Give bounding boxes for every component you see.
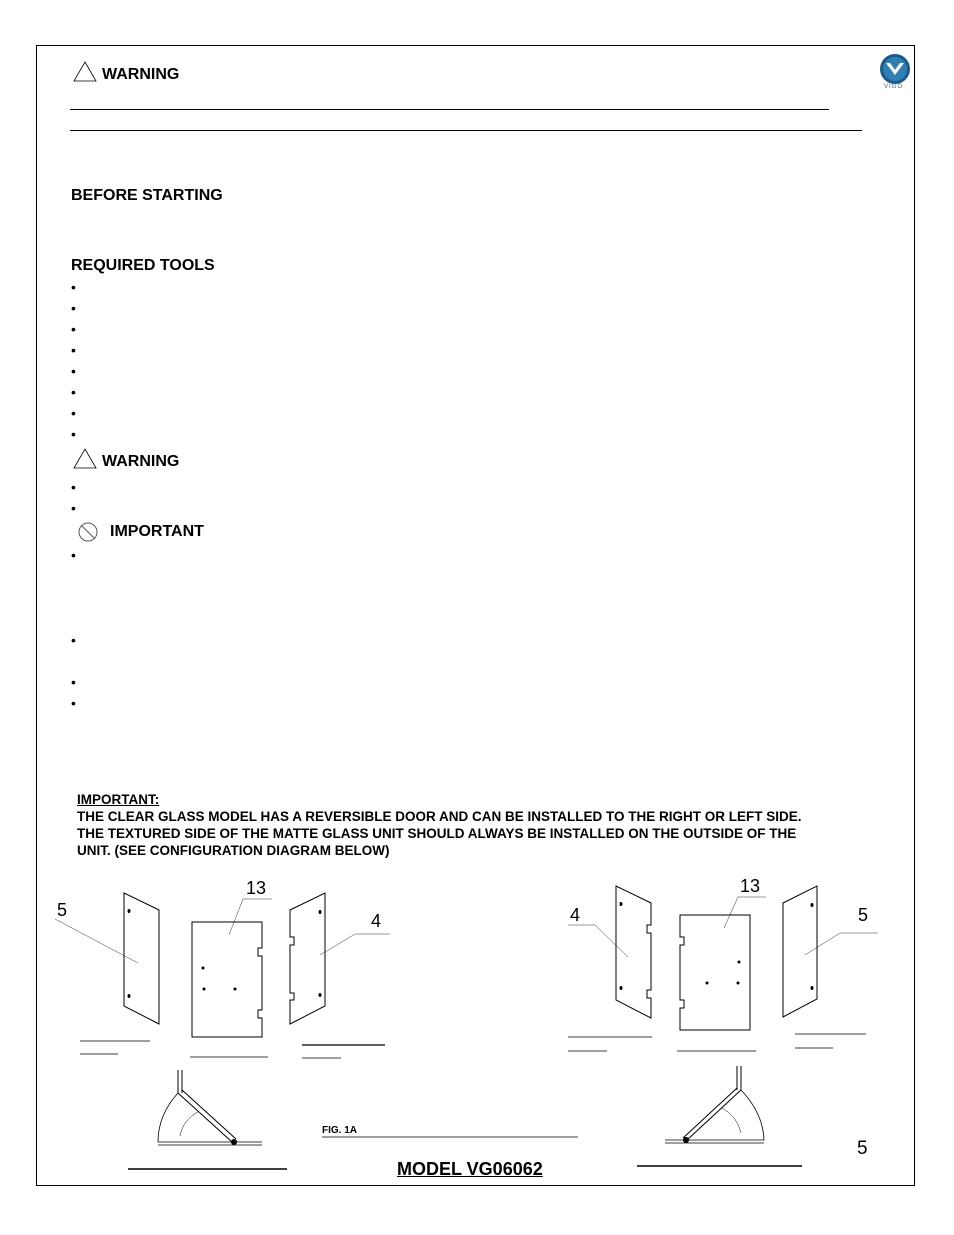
list-bullet: • (71, 300, 76, 316)
callout-number: 4 (371, 911, 382, 931)
important-heading: IMPORTANT (110, 523, 204, 540)
list-bullet: • (71, 279, 76, 295)
warning-heading: WARNING (102, 453, 180, 470)
list-bullet: • (71, 363, 76, 379)
list-bullet: • (71, 632, 76, 648)
list-bullet: • (71, 547, 76, 563)
list-bullet: • (71, 479, 76, 495)
important-note-line: UNIT. (SEE CONFIGURATION DIAGRAM BELOW) (77, 843, 390, 858)
important-note-line: THE CLEAR GLASS MODEL HAS A REVERSIBLE DOOR AND CAN BE INSTALLED TO THE RIGHT OR LEFT SIDE. (77, 809, 802, 824)
page-number: 5 (857, 1138, 868, 1159)
required-tools-heading: REQUIRED TOOLS (71, 257, 215, 274)
list-bullet: • (71, 674, 76, 690)
callout-number: 5 (57, 900, 68, 920)
list-bullet: • (71, 321, 76, 337)
warning-heading: WARNING (102, 66, 180, 83)
list-bullet: • (71, 384, 76, 400)
list-bullet: • (71, 426, 76, 442)
list-bullet: • (71, 405, 76, 421)
list-bullet: • (71, 342, 76, 358)
figure-label: FIG. 1A (322, 1125, 358, 1136)
before-starting-heading: BEFORE STARTING (71, 187, 223, 204)
important-note-heading: IMPORTANT: (77, 792, 160, 807)
callout-number: 4 (570, 905, 581, 925)
logo-text: VIGO (884, 84, 904, 90)
callout-number: 13 (740, 876, 761, 896)
model-number: MODEL VG06062 (397, 1159, 543, 1179)
callout-number: 5 (858, 905, 869, 925)
list-bullet: • (71, 500, 76, 516)
callout-number: 13 (246, 878, 267, 898)
important-note-line: THE TEXTURED SIDE OF THE MATTE GLASS UNIT SHOULD ALWAYS BE INSTALLED ON THE OUTSIDE OF THE (77, 826, 797, 841)
list-bullet: • (71, 695, 76, 711)
